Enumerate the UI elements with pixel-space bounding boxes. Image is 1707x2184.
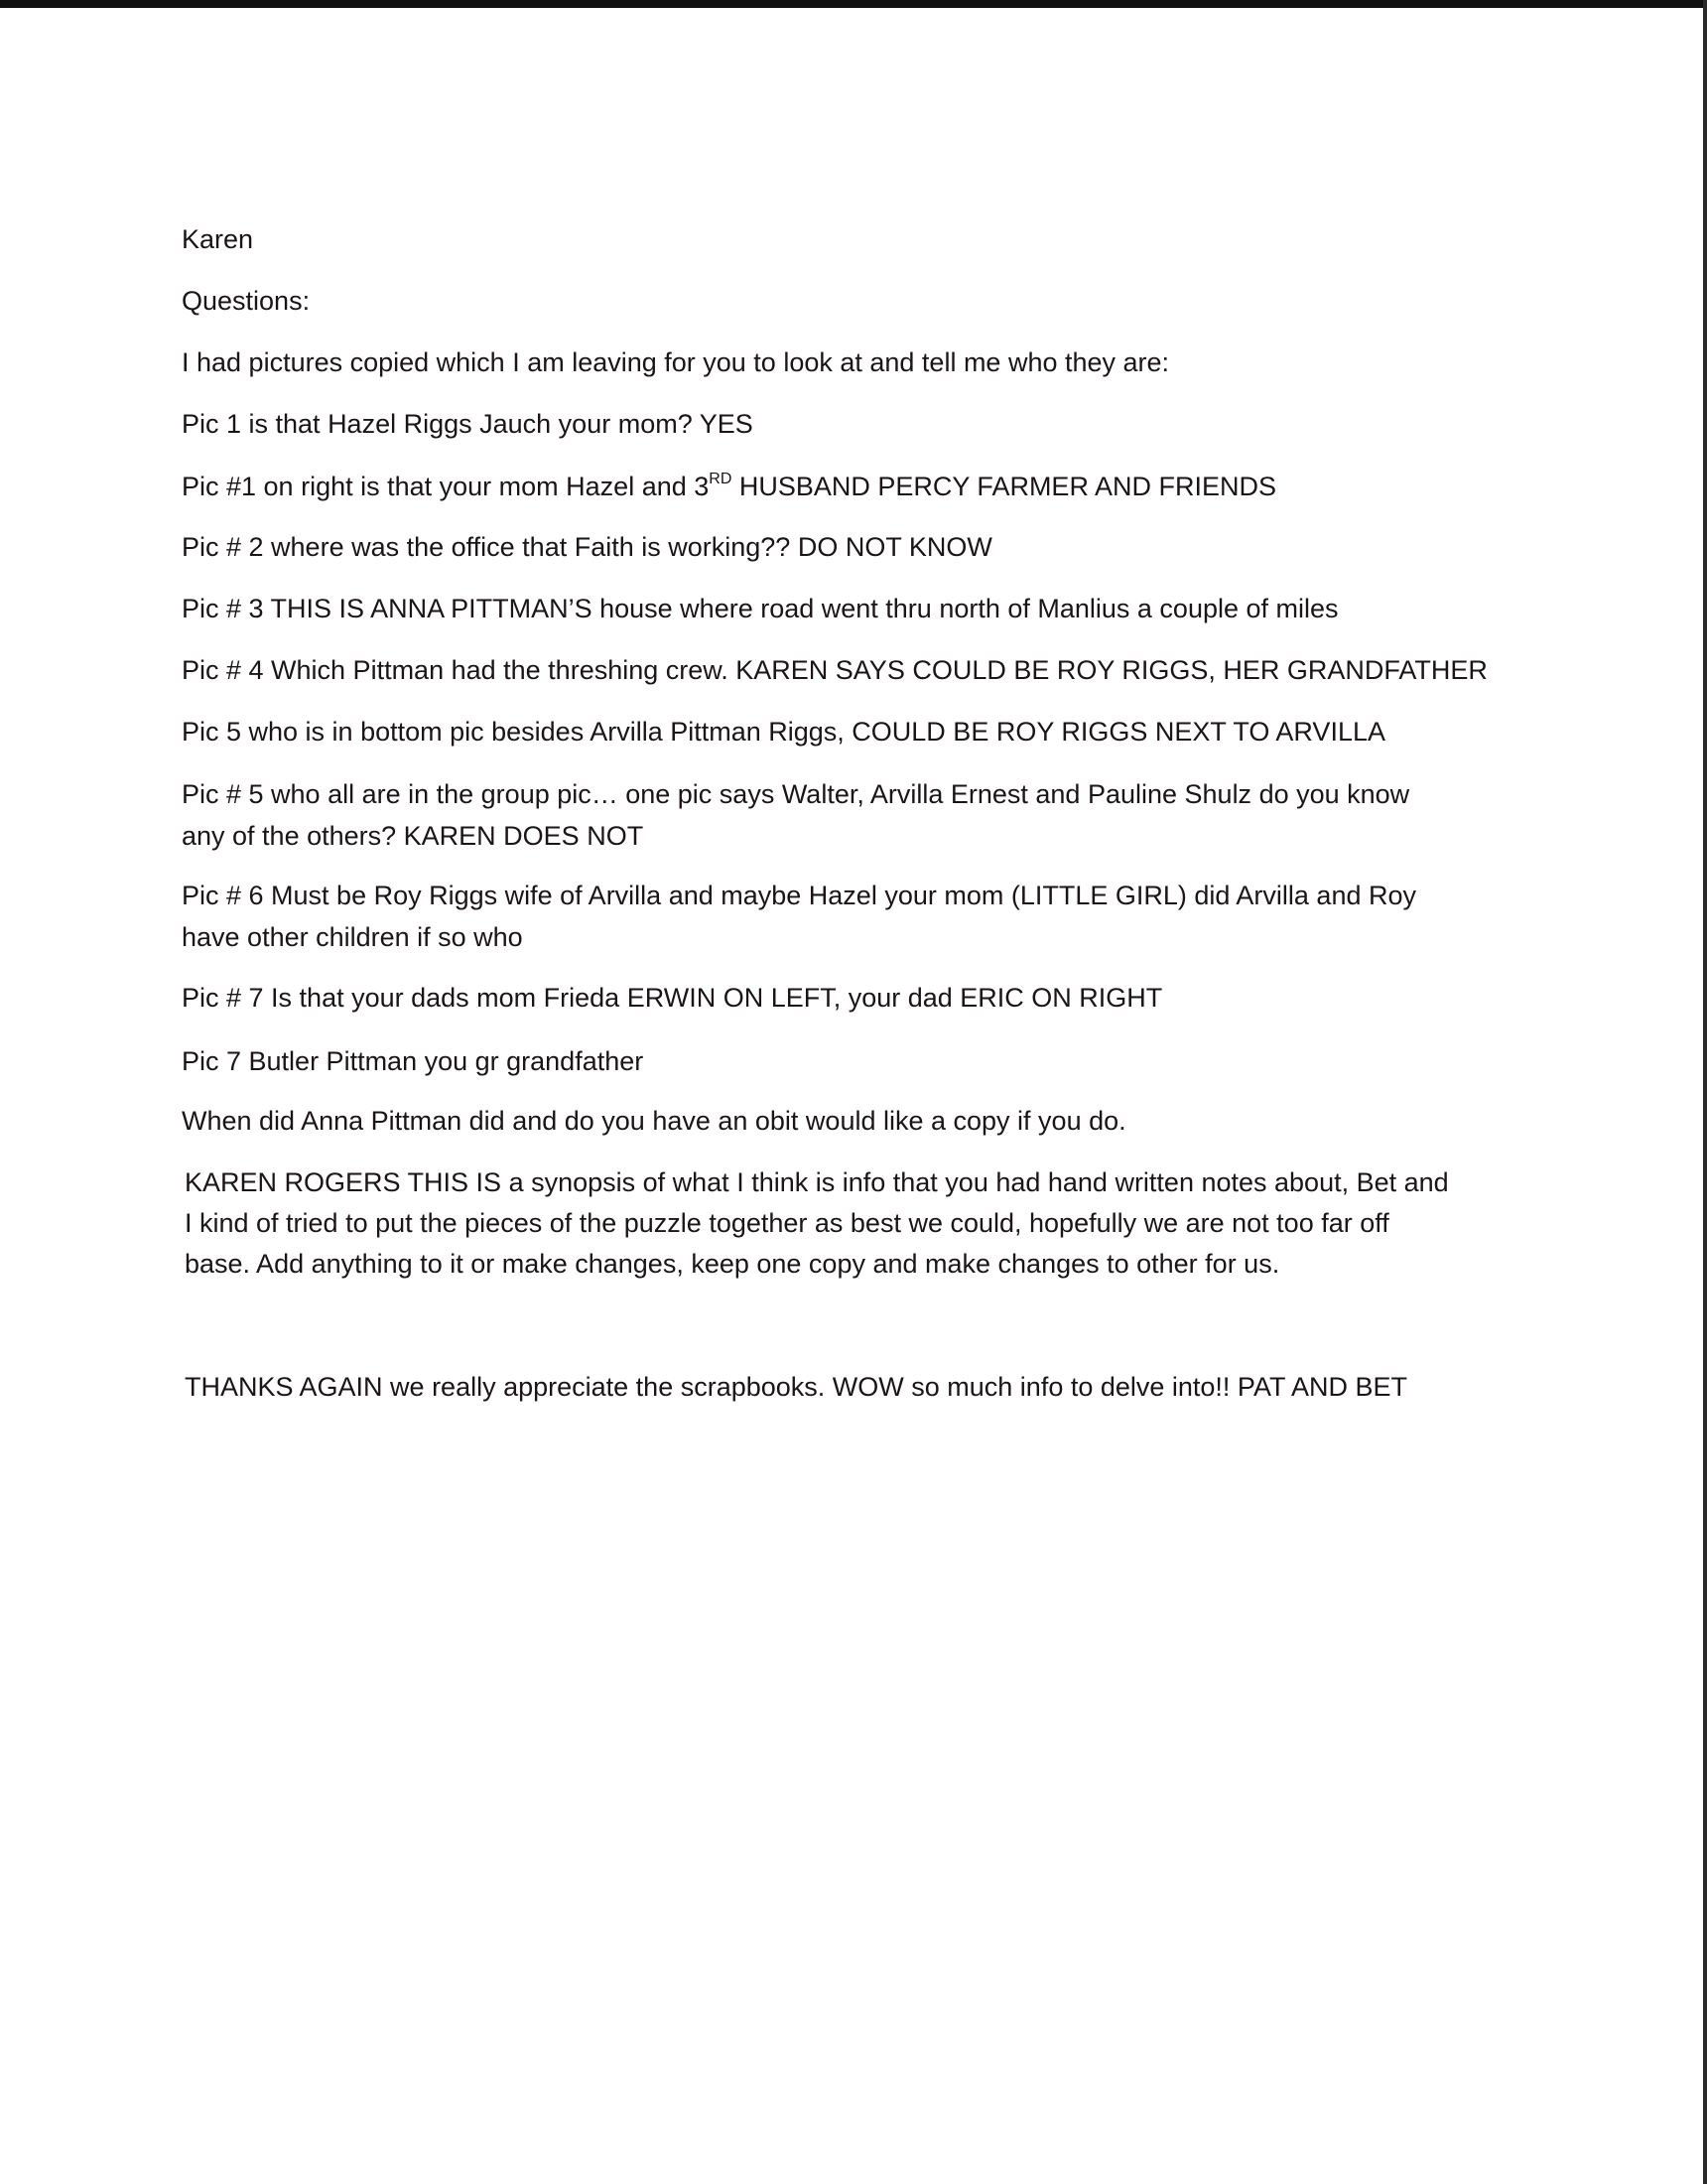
questions-heading: Questions:: [182, 286, 311, 316]
question-pic-5-bottom: Pic 5 who is in bottom pic besides Arvilla Pittman Riggs, COULD BE ROY RIGGS NEXT TO ARVILLA: [182, 717, 1385, 747]
question-pic-1: Pic 1 is that Hazel Riggs Jauch your mom? YES: [182, 409, 753, 439]
greeting: Karen: [182, 224, 254, 254]
question-pic-7-butler: Pic 7 Butler Pittman you gr grandfather: [182, 1046, 644, 1076]
question-pic-5-group-line-2: any of the others? KAREN DOES NOT: [182, 821, 644, 851]
question-pic-2: Pic # 2 where was the office that Faith is working?? DO NOT KNOW: [182, 532, 992, 562]
question-pic-4: Pic # 4 Which Pittman had the threshing crew. KAREN SAYS COULD BE ROY RIGGS, HER GRANDFATHER: [182, 655, 1488, 685]
synopsis-line-1: KAREN ROGERS THIS IS a synopsis of what I think is info that you had hand written notes about, Bet and: [185, 1167, 1449, 1197]
question-pic-1-right: [182, 466, 1276, 507]
question-anna-obit: When did Anna Pittman did and do you have an obit would like a copy if you do.: [182, 1106, 1126, 1136]
closing-line: THANKS AGAIN we really appreciate the scrapbooks. WOW so much info to delve into!! PAT AND BET: [185, 1372, 1407, 1402]
question-pic-5-group-line-1: Pic # 5 who all are in the group pic… one pic says Walter, Arvilla Ernest and Pauline Shulz do you know: [182, 779, 1410, 809]
question-pic-7: Pic # 7 Is that your dads mom Frieda ERWIN ON LEFT, your dad ERIC ON RIGHT: [182, 983, 1163, 1013]
ordinal-suffix: RD: [709, 471, 732, 487]
question-pic-6-line-1: Pic # 6 Must be Roy Riggs wife of Arvilla and maybe Hazel your mom (LITTLE GIRL) did Arvilla and Roy: [182, 881, 1416, 910]
synopsis-line-3: base. Add anything to it or make changes, keep one copy and make changes to other for us.: [185, 1249, 1280, 1279]
question-pic-1-right-pre: Pic #1 on right is that your mom Hazel and 3: [182, 472, 710, 501]
question-pic-6-line-2: have other children if so who: [182, 922, 523, 952]
question-pic-3: Pic # 3 THIS IS ANNA PITTMAN’S house where road went thru north of Manlius a couple of miles: [182, 594, 1339, 623]
synopsis-line-2: I kind of tried to put the pieces of the puzzle together as best we could, hopefully we are not too far off: [185, 1208, 1389, 1238]
question-pic-1-right-post: HUSBAND PERCY FARMER AND FRIENDS: [731, 472, 1276, 501]
intro-line: I had pictures copied which I am leaving for you to look at and tell me who they are:: [182, 347, 1170, 377]
